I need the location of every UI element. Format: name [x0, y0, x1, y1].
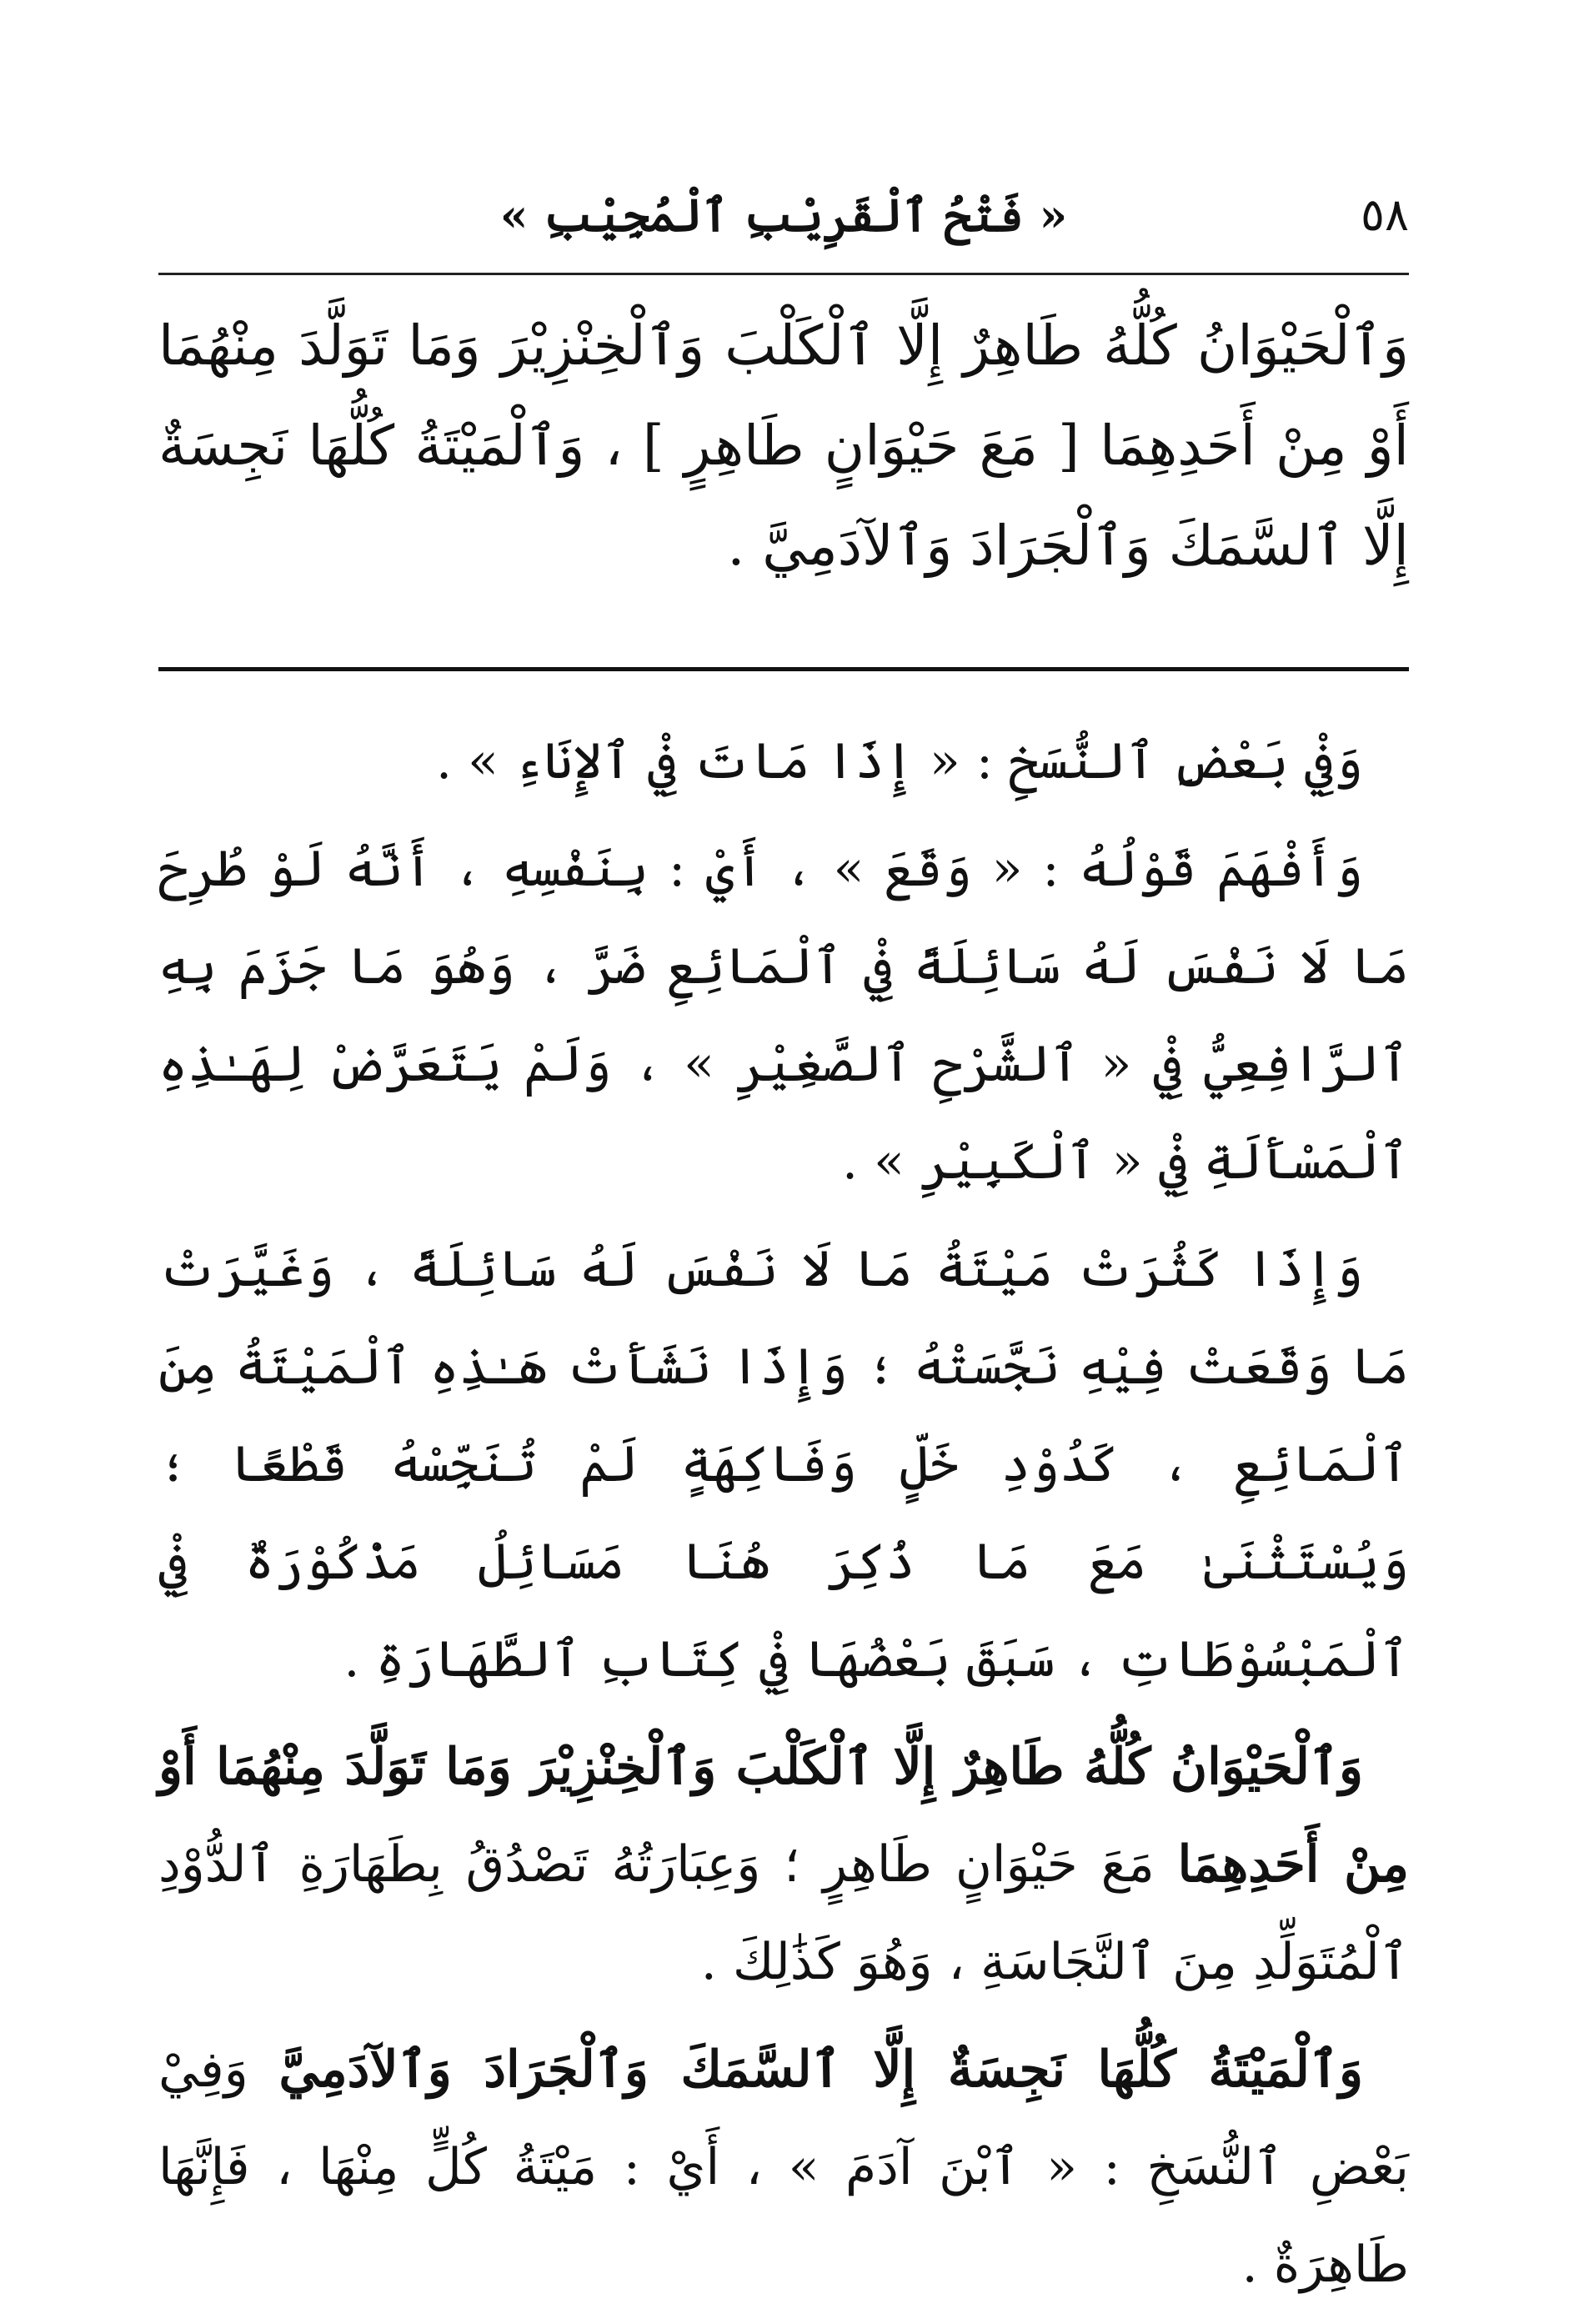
matn-paragraph: وَٱلْحَيْوَانُ كُلُّهُ طَاهِرٌ إِلَّا ٱلْكَلْبَ وَٱلْخِنْزِيْرَ وَمَا تَوَلَّدَ مِنْهُمَا أَوْ مِنْ أَحَدِهِمَا [ مَعَ حَيْوَانٍ طَاهِرٍ ] ، وَٱلْمَيْتَةُ كُلُّهَا نَجِسَةٌ إِلَّا ٱلسَّمَكَ وَٱلْجَرَادَ وَٱلآدَمِيَّ .	[158, 314, 1409, 578]
matn-lemma: وَٱلْحَيْوَانُ كُلُّهُ طَاهِرٌ إِلَّا ٱلْكَلْبَ وَٱلْخِنْزِيْرَ وَمَا تَوَلَّدَ مِنْهُمَا أَوْ مِنْ أَحَدِهِمَا	[158, 1738, 1409, 1894]
page-header	[158, 179, 1409, 254]
sharh-paragraph-5	[158, 2021, 1409, 2314]
running-title: « فَتْحُ ٱلْقَرِيْبِ ٱلْمُجِيْبِ »	[499, 188, 1068, 242]
matn-lemma: وَٱلْمَيْتَةُ كُلُّهَا نَجِسَةٌ إِلَّا ٱلسَّمَكَ وَٱلْجَرَادَ وَٱلآدَمِيَّ	[278, 2040, 1363, 2099]
sharh-paragraph-1: وَفِيْ بَعْضِ ٱلنُّسَخِ : « إِذَا مَاتَ فِيْ ٱلإِنَاءِ » .	[435, 732, 1363, 791]
matn-text-block	[158, 296, 1409, 596]
sharh-paragraph-2: وَأَفْهَمَ قَوْلُهُ : « وَقَعَ » ، أَيْ : بِنَفْسِهِ ، أَنَّهُ لَوْ طُرِحَ مَا لَا نَفْسَ لَهُ سَائِلَةً فِيْ ٱلْمَائِعِ ضَرَّ ، وَهُوَ مَا جَزَمَ بِهِ ٱلرَّافِعِيُّ فِيْ « ٱلشَّرْحِ ٱلصَّغِيْرِ » ، وَلَمْ يَتَعَرَّضْ لِهَـٰذِهِ ٱلْمَسْأَلَةِ فِيْ « ٱلْكَبِيْرِ » .	[158, 840, 1409, 1191]
page-number: ٥٨	[1360, 188, 1409, 241]
matn-sharh-divider	[158, 667, 1409, 671]
header-rule	[158, 273, 1409, 275]
commentary-text: وَفِيْ بَعْضِ ٱلنُّسَخِ : « ٱبْنَ آدَمَ » ، أَيْ : مَيْتَةُ كُلٍّ مِنْهَا ، فَإِنَّهَا طَاهِرَةٌ .	[158, 2040, 1409, 2294]
commentary-text: مَعَ حَيْوَانٍ طَاهِرٍ ؛ وَعِبَارَتُهُ تَصْدُقُ بِطَهَارَةِ ٱلدُّوْدِ ٱلْمُتَوَلِّدِ مِنَ ٱلنَّجَاسَةِ ، وَهُوَ كَذَٰلِكَ .	[158, 1835, 1409, 1991]
sharh-paragraph-3: وَإِذَا كَثُرَتْ مَيْتَةُ مَا لَا نَفْسَ لَهُ سَائِلَةً ، وَغَيَّرَتْ مَا وَقَعَتْ فِيْهِ نَجَّسَتْهُ ؛ وَإِذَا نَشَأَتْ هَـٰذِهِ ٱلْمَيْتَةُ مِنَ ٱلْمَائِعِ ، كَدُوْدِ خَلٍّ وَفَاكِهَةٍ لَمْ تُنَجِّسْهُ قَطْعًا ؛ وَيُسْتَثْنَىٰ مَعَ مَا ذُكِرَ هُنَا مَسَائِلُ مَذْكُوْرَةٌ فِيْ ٱلْمَبْسُوْطَاتِ ، سَبَقَ بَعْضُهَا فِيْ كِتَابِ ٱلطَّهَارَةِ .	[158, 1240, 1409, 1689]
sharh-text-block	[158, 713, 1409, 2324]
sharh-paragraph-4	[158, 1719, 1409, 2011]
